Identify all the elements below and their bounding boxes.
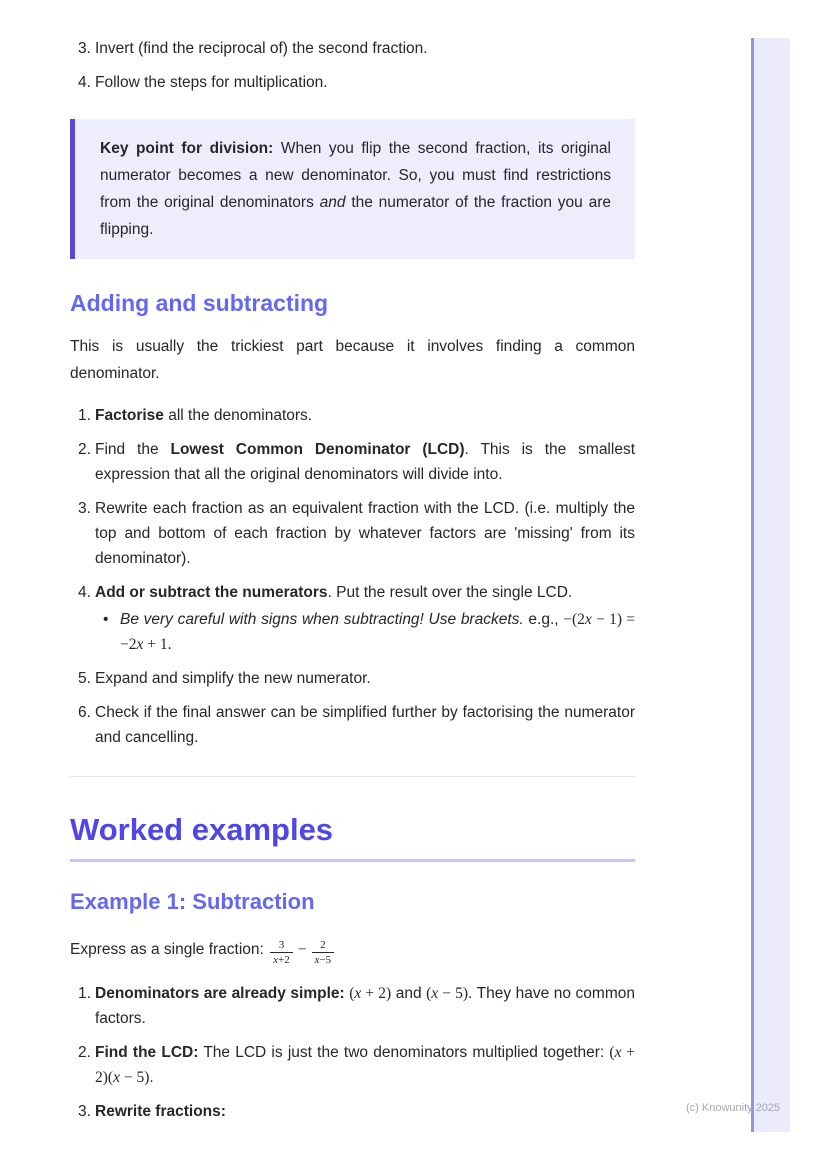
- list-item-text: Denominators are already simple: (x + 2) and (x − 5). They have no common factors.: [95, 985, 635, 1027]
- page-heading-worked-examples: Worked examples: [70, 811, 635, 862]
- adding-steps-list: [70, 403, 635, 750]
- callout-emphasis: and: [319, 194, 346, 211]
- list-item: [70, 580, 635, 657]
- list-item: [70, 666, 635, 691]
- list-marker: 1.: [78, 985, 91, 1002]
- list-marker: 2.: [78, 441, 91, 458]
- list-item: [70, 1099, 635, 1124]
- inline-math: (x − 5): [426, 985, 469, 1002]
- callout-body-end: the numerator of the fraction you are flipping.: [100, 194, 611, 238]
- example-1-steps-list: [70, 981, 635, 1124]
- callout-body: When you flip the second fraction, its original numerator becomes a new denominator. So, you must find restrictions from the original denominators: [100, 140, 611, 211]
- list-item: [70, 403, 635, 428]
- list-marker: 5.: [78, 670, 91, 687]
- list-item-text: Expand and simplify the new numerator.: [95, 670, 371, 687]
- list-marker: 4.: [78, 584, 91, 601]
- callout-lead: Key point for division:: [100, 140, 274, 157]
- list-item: [70, 1040, 635, 1090]
- problem-label: Express as a single fraction:: [70, 941, 269, 958]
- list-item-text: Add or subtract the numerators. Put the result over the single LCD.: [95, 584, 573, 601]
- list-item: [70, 496, 635, 571]
- inline-math: (x + 2): [349, 985, 392, 1002]
- bullet-marker: •: [103, 611, 109, 628]
- list-item: [70, 36, 635, 61]
- list-item-text: Find the LCD: The LCD is just the two denominators multiplied together: (x + 2)(x − 5).: [95, 1044, 635, 1086]
- list-item: [70, 437, 635, 487]
- section-heading-adding-subtracting: Adding and subtracting: [70, 290, 329, 316]
- list-item-text: Invert (find the reciprocal of) the second fraction.: [95, 40, 428, 57]
- key-point-callout: [70, 119, 635, 259]
- list-marker: 6.: [78, 704, 91, 721]
- section-intro-paragraph: This is usually the trickiest part because it involves finding a common denominator.: [70, 338, 635, 382]
- sub-list-item-text: Be very careful with signs when subtracting! Use brackets. e.g., −(2x − 1) = −2x + 1.: [120, 611, 635, 653]
- example-1-problem: [70, 933, 635, 967]
- division-steps-list: [70, 36, 635, 95]
- list-item: [70, 981, 635, 1031]
- list-item: [70, 70, 635, 95]
- sub-list-item: [95, 607, 635, 657]
- minus-operator: −: [297, 941, 307, 958]
- list-item: [70, 700, 635, 750]
- inline-math: −(2x − 1) = −2x + 1.: [120, 611, 635, 653]
- document-content: [70, 36, 635, 1133]
- inline-math: (x + 2)(x − 5): [95, 1044, 635, 1086]
- fraction-second: $\frac{2}{x-5}$: [312, 939, 335, 966]
- list-marker: 2.: [78, 1044, 91, 1061]
- page-edge-decoration: [751, 38, 790, 1132]
- example-1-heading: Example 1: Subtraction: [70, 889, 315, 914]
- list-marker: 3.: [78, 40, 91, 57]
- list-marker: 3.: [78, 1103, 91, 1120]
- list-item-text: Find the Lowest Common Denominator (LCD). This is the smallest expression that all the original denominators will divide into.: [95, 441, 635, 483]
- list-item-text: Check if the final answer can be simplified further by factorising the numerator and cancelling.: [95, 704, 635, 746]
- list-item-text: Rewrite each fraction as an equivalent fraction with the LCD. (i.e. multiply the top and bottom of each fraction by whatever factors are 'missing' from its denominator).: [95, 500, 635, 567]
- list-marker: 4.: [78, 74, 91, 91]
- list-marker: 1.: [78, 407, 91, 424]
- fraction-first: $\frac{3}{x+2}$: [270, 939, 293, 966]
- watermark: (c) Knowunity 2025: [686, 1102, 781, 1114]
- section-divider: [70, 776, 635, 777]
- list-marker: 3.: [78, 500, 91, 517]
- list-item-text: Factorise all the denominators.: [95, 407, 313, 424]
- list-item-text: Rewrite fractions:: [95, 1103, 226, 1120]
- list-item-text: Follow the steps for multiplication.: [95, 74, 328, 91]
